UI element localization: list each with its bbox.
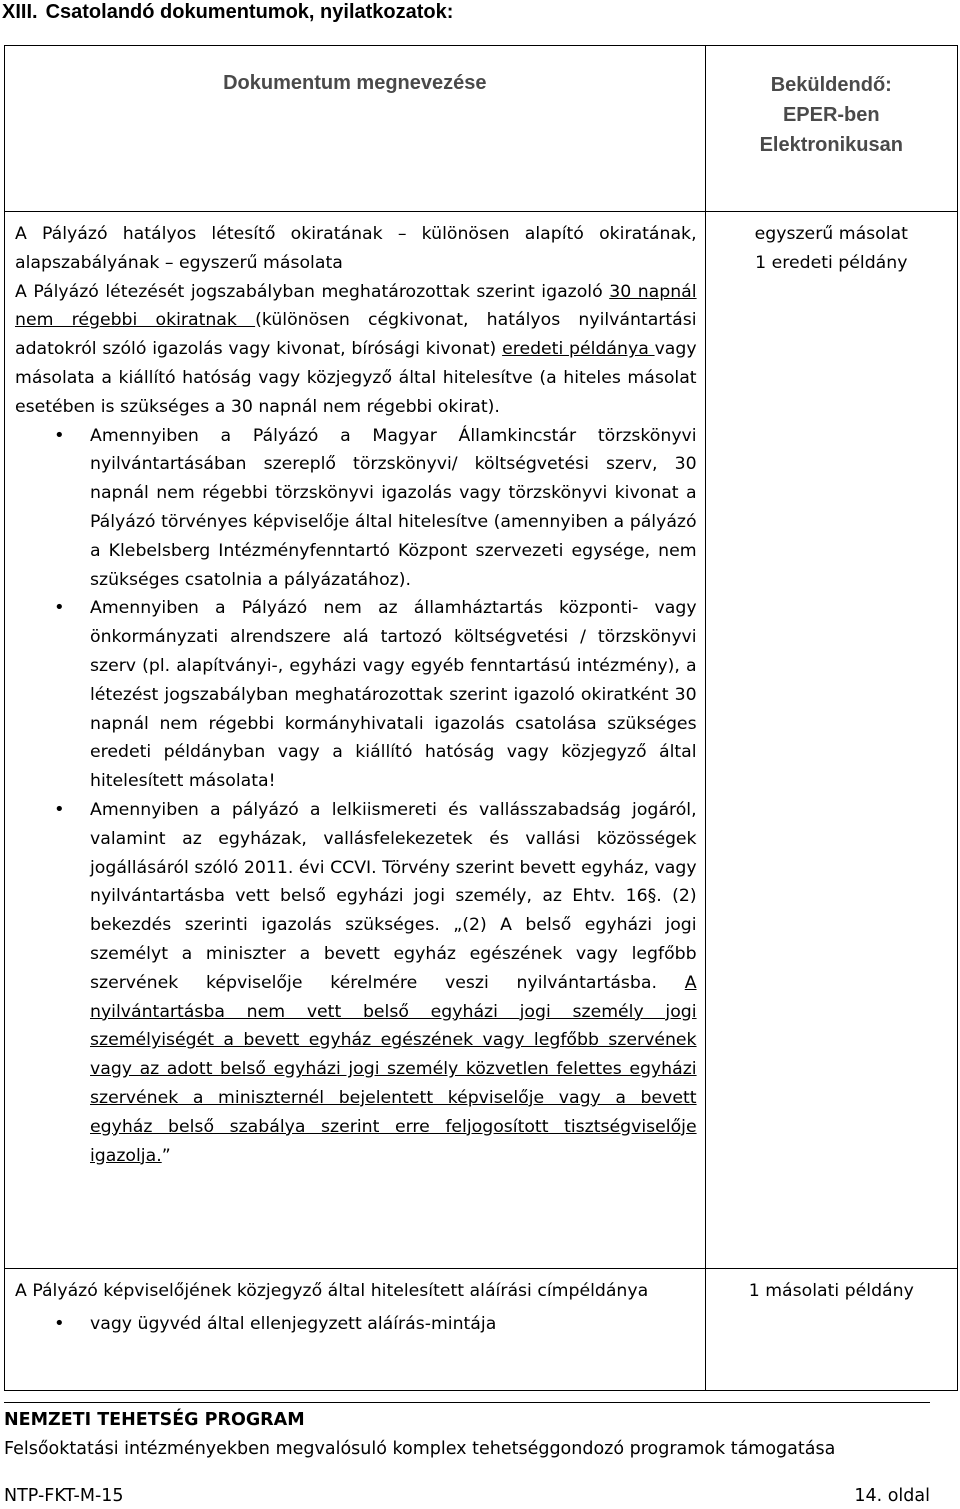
section-heading [2, 0, 453, 24]
header-submission-line-3: Elektronikusan [759, 134, 903, 156]
document-cell [5, 1269, 706, 1391]
list-item: • Amennyiben a Pályázó nem az államháztartás központi- vagy önkormányzati alrendszere alá tartozó költségvetési / törzskönyvi szerv (pl. alapítványi-, egyházi vagy egyéb fenntartású intézmény), a létezést jogszabályban meghatározottak szerint igazoló okiratként 30 napnál nem régebbi kormányhivatali igazolás csatolása szükséges eredeti példányban vagy a kiállító hatóság vagy közjegyző által hitelesített másolata! [90, 594, 697, 796]
existence-proof-part: (különösen cégkivonat, hatályos nyilvántartási adatokról szóló igazolás vagy kivonat, bírósági kivonat) [15, 310, 697, 360]
footer-program-description: Felsőoktatási intézményekben megvalósuló komplex tehetséggondozó programok támogatása [4, 1439, 836, 1459]
section-title: Csatolandó dokumentumok, nyilatkozatok: [45, 1, 454, 23]
founding-document-text: A Pályázó hatályos létesítő okiratának – különösen alapító okiratának, alapszabályának – egyszerű másolata [15, 224, 697, 273]
submission-cell [705, 212, 957, 1269]
table-row [5, 212, 958, 1269]
bullet-list [15, 422, 697, 1171]
footer-document-code: NTP-FKT-M-15 [4, 1486, 124, 1506]
document-cell [5, 212, 706, 1269]
header-submission-line-2: EPER-ben [782, 104, 880, 126]
section-number: XIII. [2, 1, 38, 23]
original-copy-underlined: eredeti példánya [502, 339, 655, 360]
submission-simple-copy: egyszerű másolat [754, 224, 908, 244]
existence-proof-part: vagy másolata a kiállító hatóság vagy közjegyző által hitelesítve (a hiteles másolat esetében is szükséges a 30 napnál nem régebbi okirat). [15, 339, 697, 417]
church-text-underlined: A nyilvántartásba nem vett belső egyházi jogi személy jogi személyiségét a bevett egyház egészének vagy legfőbb szervének vagy az adott belső egyházi jogi személy közvetlen felettes egyházi szervének a miniszternél bejelentett képviselője vagy a bevett egyház belső szabálya szerint erre feljogosított tisztségviselője igazolja. [90, 972, 697, 1166]
church-text: Amennyiben a pályázó a lelkiismereti és vallásszabadság jogáról, valamint az egyházak, vallásfelekezetek és vallási közösségek jogállásáról szóló 2011. évi CCVI. Törvény szerint bevett egyház, vagy nyilvántartásba vett belső egyházi jogi személy, az Ehtv. 16§. (2) bekezdés szerinti igazolás szükséges. „(2) A belső egyházi jogi személyt a miniszter a bevett egyház egészének vagy legfőbb szervének képviselője kérelmére veszi nyilvántartásba. [90, 799, 697, 993]
list-item: • Amennyiben a Pályázó a Magyar Államkincstár törzskönyvi nyilvántartásában szereplő törzskönyvi/ költségvetési szerv, 30 napnál nem régebbi törzskönyvi igazolás vagy törzskönyvi kivonat a Pályázó törvényes képviselője által hitelesítve (amennyiben a pályázó a Klebelsberg Intézményfenntartó Központ szervezeti egysége, nem szükséges csatolnia a pályázatához). [90, 422, 697, 595]
submission-cell [705, 1269, 957, 1391]
submission-copy: 1 másolati példány [748, 1281, 914, 1301]
bullet-list [15, 1310, 697, 1339]
table-header-row [5, 46, 958, 212]
list-item [90, 796, 697, 1170]
existence-proof-text [15, 278, 697, 422]
submission-original-copy: 1 eredeti példány [755, 252, 908, 273]
header-submission [705, 46, 957, 212]
documents-table [4, 45, 958, 1391]
list-item: • vagy ügyvéd által ellenjegyzett aláírás-mintája [90, 1310, 697, 1339]
footer-program-name: NEMZETI TEHETSÉG PROGRAM [4, 1410, 305, 1430]
existence-proof-underlined: 30 napnál nem régebbi okiratnak [15, 281, 697, 331]
footer-page-number: 14. oldal [854, 1486, 930, 1506]
existence-proof-part: A Pályázó létezését jogszabályban meghatározottak szerint igazoló [15, 281, 610, 302]
table-row [5, 1269, 958, 1391]
signature-specimen-text: A Pályázó képviselőjének közjegyző által hitelesített aláírási címpéldánya [15, 1281, 649, 1301]
header-submission-line-1: Beküldendő: [770, 74, 892, 96]
closing-quote: ” [161, 1145, 171, 1166]
header-document-name: Dokumentum megnevezése [5, 46, 706, 212]
footer-divider [4, 1402, 930, 1403]
